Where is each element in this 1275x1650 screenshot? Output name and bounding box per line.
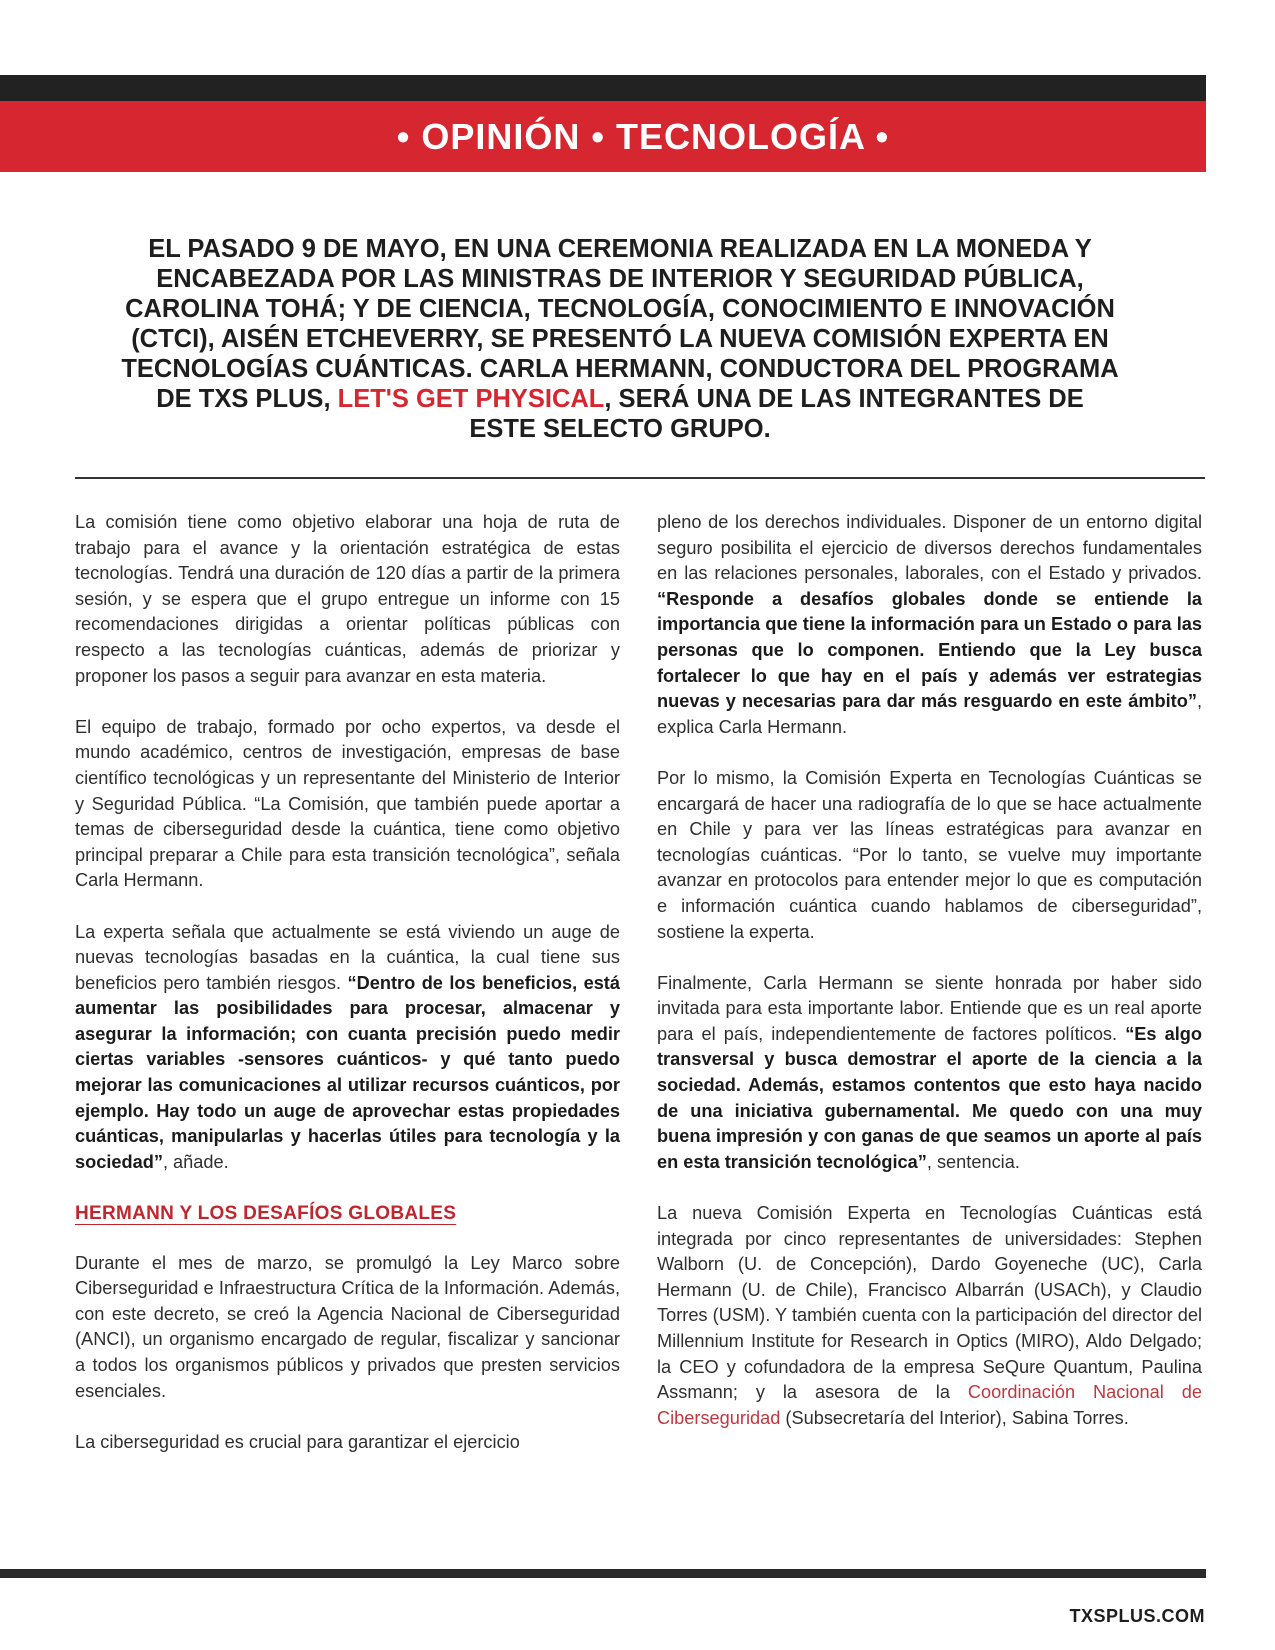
quote-text: “Dentro de los beneficios, está aumentar las posibilidades para procesar, almacenar y asegurar la información; con cuanta precisión puedo medir ciertas variables -sensores cuánticos- y qué tanto puedo mejorar las comunicaciones al utilizar recursos cuánticos, por ejemplo. Hay todo un auge de aprovechar estas propiedades cuánticas, manipularlas y hacerlas útiles para tecnología y la sociedad” <box>75 972 620 1172</box>
paragraph <box>657 1201 1202 1431</box>
coordination-link[interactable]: Coordinación Nacional de Ciberseguridad <box>657 1382 1202 1428</box>
article-lead <box>120 234 1120 444</box>
paragraph-text: , sentencia. <box>926 1151 1020 1172</box>
paragraph: La comisión tiene como objetivo elaborar una hoja de ruta de trabajo para el avance y la orientación estratégica de estas tecnologías. Tendrá una duración de 120 días a partir de la primera sesión, y se espera que el grupo entregue un informe con 15 recomendaciones dirigidas a orientar políticas públicas con respecto a las tecnologías cuánticas, además de priorizar y proponer los pasos a seguir para avanzar en esta materia. <box>75 512 620 686</box>
paragraph: Durante el mes de marzo, se promulgó la Ley Marco sobre Ciberseguridad e Infraestructura Crítica de la Información. Además, con este decreto, se creó la Agencia Nacional de Ciberseguridad (ANCI), un organismo encargado de regular, fiscalizar y sancionar a todos los organismos públicos y privados que presten servicios esenciales. <box>75 1252 620 1401</box>
paragraph: El equipo de trabajo, formado por ocho expertos, va desde el mundo académico, centros de investigación, empresas de base científico tecnológicas y un representante del Ministerio de Interior y Seguridad Pública. “La Comisión, que también puede aportar a temas de ciberseguridad desde la cuántica, tiene como objetivo principal preparar a Chile para esta transición tecnológica”, señala Carla Hermann. <box>75 716 620 891</box>
paragraph-text: , explica Carla Hermann. <box>657 691 1202 737</box>
paragraph-text: (Subsecretaría del Interior), Sabina Torres. <box>780 1407 1129 1428</box>
lead-text-1: EL PASADO 9 DE MAYO, EN UNA CEREMONIA REALIZADA EN LA MONEDA Y ENCABEZADA POR LAS MINISTRAS DE INTERIOR Y SEGURIDAD PÚBLICA, CAROLINA TOHÁ; Y DE CIENCIA, TECNOLOGÍA, CONOCIMIENTO E INNOVACIÓN (CTCI), AISÉN ETCHEVERRY, SE PRESENTÓ LA NUEVA COMISIÓN EXPERTA EN TECNOLOGÍAS CUÁNTICAS. <box>121 235 1115 383</box>
right-column <box>657 510 1202 1431</box>
quote-text: “Responde a desafíos globales donde se entiende la importancia que tiene la información para un Estado o para las personas que lo componen. Entiendo que la Ley busca fortalecer lo que hay en el país y además ver estrategias nuevas y necesarias para dar más resguardo en este ámbito” <box>657 588 1202 712</box>
lead-author-name: CARLA HERMANN <box>479 355 706 383</box>
paragraph-text: La nueva Comisión Experta en Tecnologías Cuánticas está integrada por cinco representantes de universidades: Stephen Walborn (U. de Concepción), Dardo Goyeneche (UC), Carla Hermann (U. de Chile), Francisco Albarrán (USACh), y Claudio Torres (USM). Y también cuenta con la participación del director del Millennium Institute for Research in Optics (MIRO), Aldo Delgado; la CEO y cofundadora de la empresa SeQure Quantum, Paulina Assmann; y la asesora de la <box>657 1203 1202 1403</box>
site-url[interactable]: TXSPLUS.COM <box>1069 1606 1205 1626</box>
paragraph-text: , añade. <box>162 1151 229 1172</box>
paragraph-text: Finalmente, Carla Hermann se siente honrada por haber sido invitada para esta importante labor. Entiende que es un real aporte para el país, independientemente de factores políticos. <box>657 972 1202 1044</box>
paragraph: La ciberseguridad es crucial para garantizar el ejercicio <box>75 1431 520 1452</box>
left-column <box>75 510 620 1455</box>
footer-divider <box>0 1569 1206 1578</box>
lead-text-2: , CONDUCTORA DEL PROGRAMA DE TXS PLUS, <box>156 355 1119 413</box>
section-title: • OPINIÓN • TECNOLOGÍA • <box>396 115 890 157</box>
paragraph <box>657 510 1202 740</box>
header-dark-bar <box>0 75 1206 101</box>
paragraph: Por lo mismo, la Comisión Experta en Tecnologías Cuánticas se encargará de hacer una radiografía de lo que se hace actualmente en Chile y para ver las líneas estratégicas para avanzar en tecnologías cuánticas. “Por lo tanto, se vuelve muy importante avanzar en protocolos para entender mejor lo que es computación e información cuántica cuando hablamos de ciberseguridad”, sostiene la experta. <box>657 767 1202 942</box>
section-banner <box>0 101 1206 172</box>
program-link[interactable]: LET'S GET PHYSICAL <box>337 385 605 413</box>
lead-text-3: , SERÁ UNA DE LAS INTEGRANTES DE ESTE SELECTO GRUPO. <box>469 385 1084 443</box>
paragraph <box>75 920 620 1176</box>
paragraph-text: La experta señala que actualmente se está viviendo un auge de nuevas tecnologías basadas en la cuántica, la cual tiene sus beneficios pero también riesgos. <box>75 921 620 993</box>
quote-text: “Es algo transversal y busca demostrar el aporte de la ciencia a la sociedad. Además, estamos contentos que esto haya nacido de una iniciativa gubernamental. Me quedo con una muy buena impresión y con ganas de que seamos un aporte al país en esta transición tecnológica” <box>657 1023 1203 1172</box>
paragraph <box>657 971 1202 1176</box>
lead-divider <box>75 477 1205 479</box>
paragraph-text: pleno de los derechos individuales. Disponer de un entorno digital seguro posibilita el ejercicio de diversos derechos fundamentales en las relaciones personales, laborales, con el Estado y privados. <box>657 512 1202 584</box>
subheading: HERMANN Y LOS DESAFÍOS GLOBALES <box>75 1203 457 1225</box>
